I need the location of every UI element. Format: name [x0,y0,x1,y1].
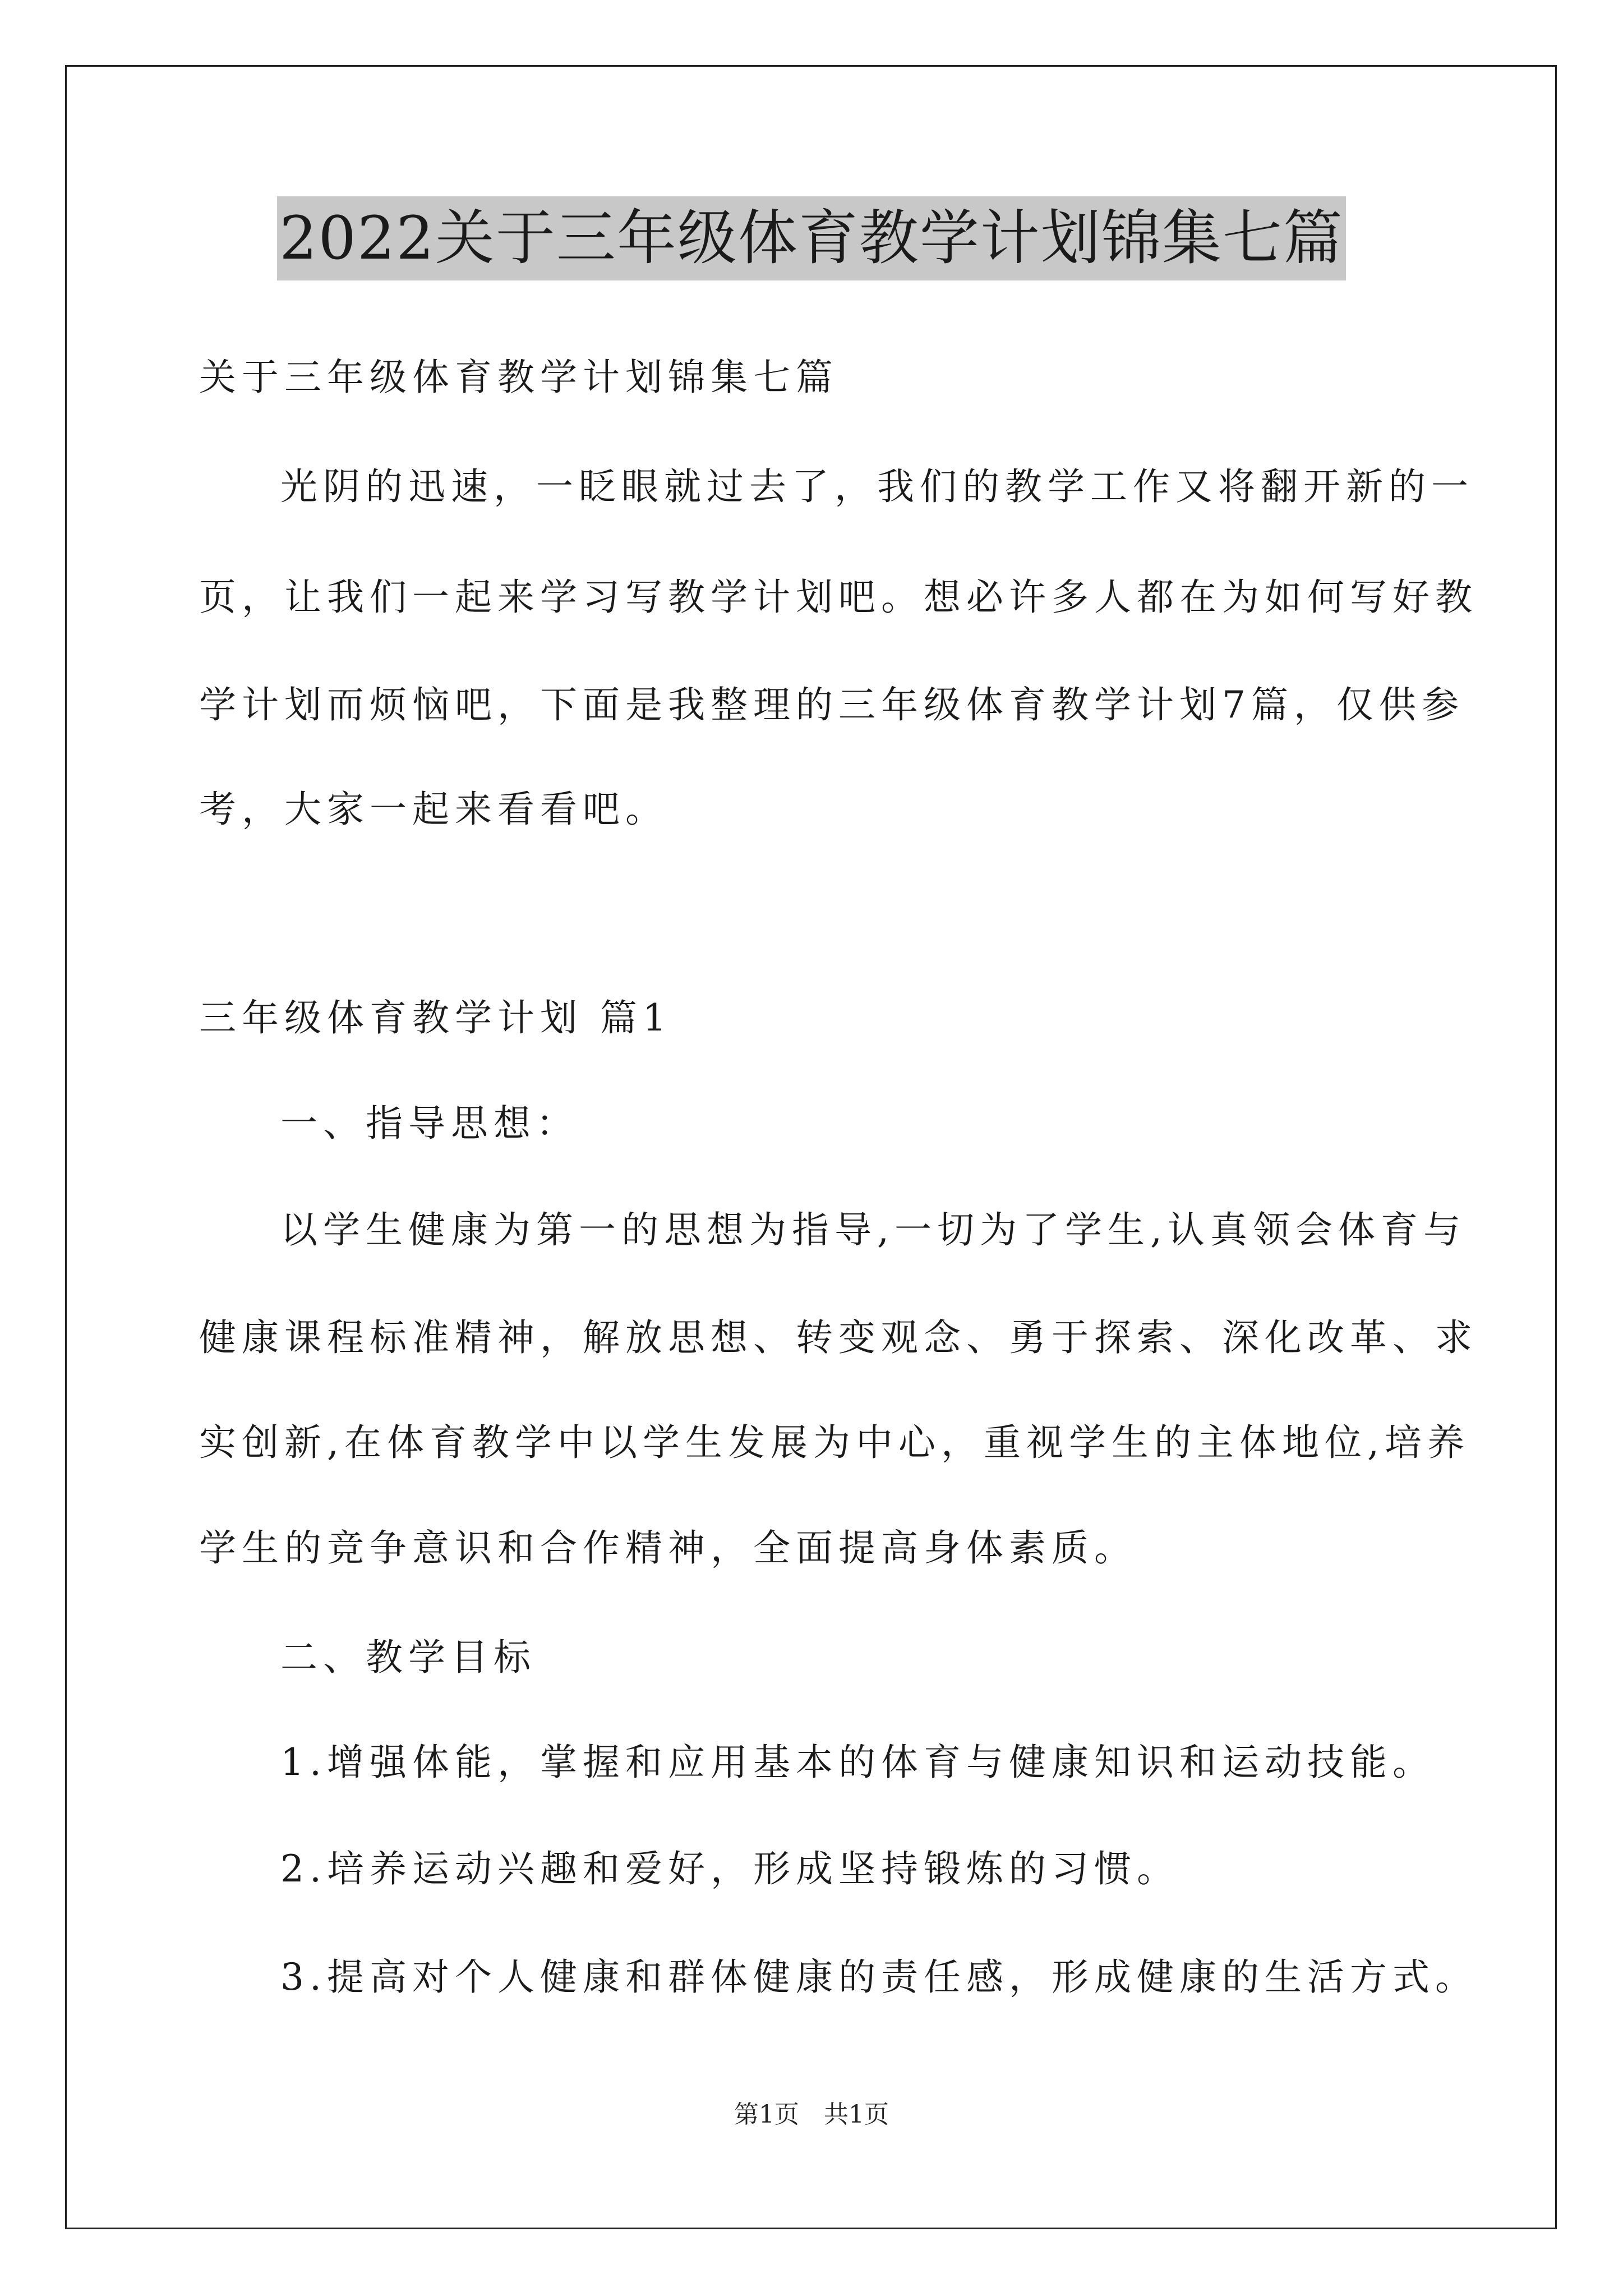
section-heading: 三年级体育教学计划 篇1 [199,996,672,1039]
paragraph-line: 实创新,在体育教学中以学生发展为中心，重视学生的主体地位,培养 [199,1421,1470,1464]
list-item: 2.培养运动兴趣和爱好，形成坚持锻炼的习惯。 [280,1847,1179,1890]
paragraph-line: 学生的竞争意识和合作精神，全面提高身体素质。 [199,1526,1137,1570]
intro-paragraph-line: 考，大家一起来看看吧。 [199,788,668,831]
paragraph-line: 以学生健康为第一的思想为指导,一切为了学生,认真领会体育与 [280,1208,1466,1251]
subsection-heading: 一、指导思想： [280,1102,579,1145]
list-item: 3.提高对个人健康和群体健康的责任感，形成健康的生活方式。 [280,1955,1478,1999]
document-title: 2022关于三年级体育教学计划锦集七篇 [277,196,1346,280]
subsection-heading: 二、教学目标 [280,1636,536,1679]
title-container [0,196,1623,280]
paragraph-line: 健康课程标准精神，解放思想、转变观念、勇于探索、深化改革、求 [199,1316,1478,1359]
intro-paragraph-line: 光阴的迅速，一眨眼就过去了，我们的教学工作又将翻开新的一 [280,465,1474,508]
intro-paragraph-line: 页，让我们一起来学习写教学计划吧。想必许多人都在为如何写好教 [199,576,1478,619]
subtitle-line: 关于三年级体育教学计划锦集七篇 [199,356,838,399]
intro-paragraph-line: 学计划而烦恼吧，下面是我整理的三年级体育教学计划7篇，仅供参 [199,683,1464,726]
page-footer: 第1页 共1页 [734,2100,889,2129]
list-item: 1.增强体能，掌握和应用基本的体育与健康知识和运动技能。 [280,1741,1435,1784]
